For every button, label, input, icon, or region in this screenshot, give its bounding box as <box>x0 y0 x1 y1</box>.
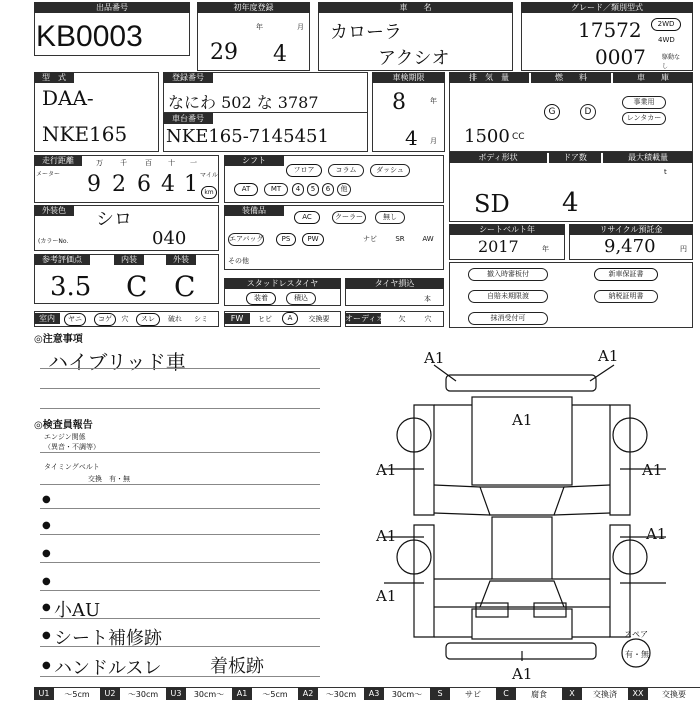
car-type-label: 車 庫 <box>613 72 693 83</box>
color-no-label: (カラーNo. <box>38 238 69 245</box>
left-side-rear <box>414 525 434 637</box>
doc-cancel: 抹消受付可 <box>468 312 548 325</box>
car-name: カローラ <box>330 22 402 43</box>
bullet-1: ● <box>42 494 51 505</box>
fw-label: FW <box>224 313 250 324</box>
bullet-5: ● <box>42 602 51 613</box>
equip-pw: PW <box>302 233 324 246</box>
shift-label: シフト <box>224 155 284 166</box>
equip-navi: ナビ <box>363 235 377 243</box>
shift-dash: ダッシュ <box>370 164 410 177</box>
audio-hole: 穴 <box>424 315 432 323</box>
insp-year: 8 <box>392 90 406 115</box>
spare-label: スペア <box>624 630 648 639</box>
equip-ps: PS <box>276 233 296 246</box>
shift-column: コラム <box>328 164 364 177</box>
timing-label: タイミングベルト <box>44 463 100 471</box>
first-reg-label: 初年度登録 <box>197 2 310 13</box>
trunk <box>472 609 572 639</box>
body-label: ボディ形状 <box>449 152 547 163</box>
windshield <box>480 487 564 515</box>
fuel-label: 燃 料 <box>531 72 611 83</box>
legend-value: 30cm～ <box>186 687 232 700</box>
capacity-label: 最大積載量 <box>603 152 693 163</box>
cc-unit: CC <box>512 132 525 142</box>
mileage-unit-3: 十 <box>168 159 175 167</box>
mileage-unit-2: 百 <box>145 159 152 167</box>
body: SD <box>474 190 510 218</box>
insp-month: 4 <box>405 126 418 150</box>
studless-label: スタッドレスタイヤ <box>224 278 341 289</box>
chassis: NKE165-7145451 <box>166 126 329 147</box>
exterior-label: 外装 <box>166 254 196 265</box>
lot-number: KB0003 <box>36 20 143 53</box>
legend-key: A1 <box>232 687 252 700</box>
audio-missing: 欠 <box>398 315 406 323</box>
cond-ana: 穴 <box>121 315 129 323</box>
cond-sure: スレ <box>136 313 160 326</box>
bullet-4: ● <box>42 576 51 587</box>
doors: 4 <box>562 188 579 218</box>
car-diagram <box>376 345 684 685</box>
drive-2wd: 2WD <box>651 18 681 31</box>
mark-left-mid: A1 <box>376 527 397 545</box>
business-use: 事業用 <box>622 96 666 109</box>
shift-mt: MT <box>264 183 288 196</box>
right-side-rear <box>610 525 630 637</box>
legend-key: X <box>562 687 582 700</box>
equip-ac: AC <box>294 211 320 224</box>
reg-no-label: 登録番号 <box>163 72 213 83</box>
grade-1: 17572 <box>578 18 642 42</box>
report-line-4 <box>40 590 320 591</box>
fuel-d: D <box>580 104 596 120</box>
report-line-7 <box>40 676 320 677</box>
capacity-unit: t <box>664 168 667 176</box>
chassis-label: 車台番号 <box>163 113 213 124</box>
notes-text: ハイブリッド車 <box>48 350 186 374</box>
shift-5: 5 <box>307 183 319 196</box>
mileage-label: 走行距離 <box>34 155 82 166</box>
fw-crack: ヒビ <box>258 315 272 323</box>
other-label: その他 <box>228 257 249 265</box>
car-name-label: 車 名 <box>318 2 513 13</box>
legend-value: ～30cm <box>120 687 166 700</box>
notes-line-1 <box>40 368 320 369</box>
shift-4: 4 <box>292 183 304 196</box>
legend-value: 30cm～ <box>384 687 430 700</box>
mileage-digit-4: 1 <box>184 172 198 197</box>
timing-line <box>40 484 320 485</box>
displacement: 1500 <box>464 126 510 147</box>
fw-a: A <box>282 312 298 325</box>
equip-aw: AW <box>422 235 434 243</box>
legend-value: サビ <box>450 687 496 700</box>
inspection-label: 車検期限 <box>372 72 445 83</box>
interior-cond-label: 室内 <box>34 313 60 324</box>
drive-4wd: 4WD <box>658 36 675 44</box>
seatbelt-year: 2017 <box>478 237 519 256</box>
mileage-unit-5: マイル <box>200 172 218 179</box>
legend-value: ～5cm <box>54 687 100 700</box>
report-item-4: 着板跡 <box>210 656 264 677</box>
front-bumper <box>446 375 596 391</box>
interior-score: C <box>126 270 148 303</box>
model-1: DAA- <box>42 86 94 110</box>
report-line-3 <box>40 562 320 563</box>
bullet-6: ● <box>42 630 51 641</box>
color: シロ <box>96 209 132 230</box>
legend-value: 腐食 <box>516 687 562 700</box>
mark-front-right: A1 <box>598 347 619 365</box>
shift-at: AT <box>234 183 258 196</box>
legend-key: C <box>496 687 516 700</box>
engine-note: （異音・不調等） <box>44 443 100 451</box>
legend-key: U2 <box>100 687 120 700</box>
score-label: 参考評価点 <box>34 254 90 265</box>
legend-key: U3 <box>166 687 186 700</box>
mark-hood: A1 <box>512 411 533 429</box>
seatbelt-unit: 年 <box>542 245 549 253</box>
doc-tax: 納税証明書 <box>594 290 658 303</box>
rental: レンタカー <box>622 112 666 125</box>
inspector-title: ◎検査員報告 <box>34 420 93 431</box>
fw-replace: 交換要 <box>308 315 330 323</box>
recycle-unit: 円 <box>680 245 687 253</box>
report-line-6 <box>40 646 320 647</box>
doc-warranty: 新車保証書 <box>594 268 658 281</box>
legend-key: A2 <box>298 687 318 700</box>
shift-floor: フロア <box>286 164 322 177</box>
mileage-digit-2: 6 <box>137 172 151 197</box>
model-2: NKE165 <box>42 122 128 146</box>
lot-label: 出品番号 <box>34 2 190 13</box>
car-subname: アクシオ <box>378 48 450 69</box>
report-item-1: 小AU <box>54 600 101 621</box>
report-line-2 <box>40 534 320 535</box>
bullet-2: ● <box>42 520 51 531</box>
notes-title: ◎注意事項 <box>34 334 83 345</box>
displacement-label: 排 気 量 <box>449 72 529 83</box>
reg-month: 4 <box>273 42 287 67</box>
bullet-7: ● <box>42 660 51 671</box>
seatbelt-label: シートベルト年 <box>449 224 565 235</box>
tire-unit: 本 <box>424 295 431 303</box>
color-label: 外装色 <box>34 205 74 216</box>
cond-shimi: シミ <box>194 315 208 323</box>
mileage-digit-0: 9 <box>87 172 101 197</box>
reg-no: なにわ 502 な 3787 <box>168 93 319 112</box>
mileage-digit-3: 4 <box>161 172 175 197</box>
roof <box>492 517 552 579</box>
report-item-2: シート補修跡 <box>54 628 162 649</box>
studless-loaded: 積込 <box>286 292 316 305</box>
rear-bumper <box>446 643 596 659</box>
legend-key: A3 <box>364 687 384 700</box>
notes-line-3 <box>40 408 320 409</box>
audio-label: オーディオ <box>345 314 385 323</box>
recycle: 9,470 <box>604 236 656 257</box>
engine-label: エンジン関係 <box>44 433 86 441</box>
mark-left-front: A1 <box>376 461 397 479</box>
equip-sr: SR <box>395 235 405 243</box>
engine-line <box>40 452 320 453</box>
mark-rear: A1 <box>512 665 533 683</box>
recycle-label: リサイクル預託金 <box>569 224 693 235</box>
cond-koge: コゲ <box>94 313 116 326</box>
legend-key: S <box>430 687 450 700</box>
cond-yani: ヤニ <box>64 313 86 326</box>
drive-note: 駆動なし <box>662 54 681 70</box>
bullet-3: ● <box>42 548 51 559</box>
month-unit: 月 <box>297 23 304 31</box>
fuel-g: G <box>544 104 560 120</box>
mark-right-front: A1 <box>642 461 663 479</box>
grade-2: 0007 <box>595 45 646 69</box>
score: 3.5 <box>50 272 92 302</box>
report-line-1 <box>40 508 320 509</box>
legend-key: U1 <box>34 687 54 700</box>
shift-other: 他 <box>337 183 351 196</box>
report-item-3: ハンドルスレ <box>54 658 162 679</box>
legend-value: ～30cm <box>318 687 364 700</box>
km-label: km <box>201 186 217 199</box>
equip-label: 装備品 <box>224 205 284 216</box>
cond-yabure: 破れ <box>168 315 182 323</box>
model-label: 型 式 <box>34 72 74 83</box>
spare-opts: 有・無 <box>625 650 649 659</box>
meter-label: メーター <box>36 171 61 178</box>
mark-front-left: A1 <box>424 349 445 367</box>
exterior-score: C <box>174 270 196 303</box>
insp-month-unit: 月 <box>430 137 437 145</box>
mileage-digit-1: 2 <box>112 172 126 197</box>
mark-right-mid: A1 <box>646 525 667 543</box>
legend-key: XX <box>628 687 648 700</box>
legend-value: 交換要 <box>648 687 700 700</box>
shift-6: 6 <box>322 183 334 196</box>
insp-year-unit: 年 <box>430 97 437 105</box>
legend-value: 交換済 <box>582 687 628 700</box>
grade-label: グレード／類別型式 <box>521 2 693 13</box>
equip-none: 無し <box>375 211 405 224</box>
equip-cooler: クーラー <box>332 211 366 224</box>
mileage-unit-4: 一 <box>190 159 197 167</box>
exchange-label: 交換 有・無 <box>88 475 130 483</box>
notes-line-2 <box>40 388 320 389</box>
interior-label: 内装 <box>114 254 144 265</box>
year-unit: 年 <box>256 23 263 31</box>
doors-label: ドア数 <box>549 152 601 163</box>
reg-year: 29 <box>210 40 238 65</box>
mark-left-rear: A1 <box>376 587 397 605</box>
doc-plate: 撤入時審板付 <box>468 268 548 281</box>
color-no: 040 <box>152 228 187 249</box>
mileage-unit-1: 千 <box>120 159 127 167</box>
report-line-5 <box>40 618 320 619</box>
studless-fitted: 装着 <box>246 292 276 305</box>
mileage-unit-0: 万 <box>96 159 103 167</box>
doc-insurance: 自賠未期限渡 <box>468 290 548 303</box>
equip-airbag: エアバッグ <box>228 233 264 246</box>
tire-label: タイヤ損込 <box>345 278 444 289</box>
legend-value: ～5cm <box>252 687 298 700</box>
license-plate-2 <box>534 603 566 617</box>
